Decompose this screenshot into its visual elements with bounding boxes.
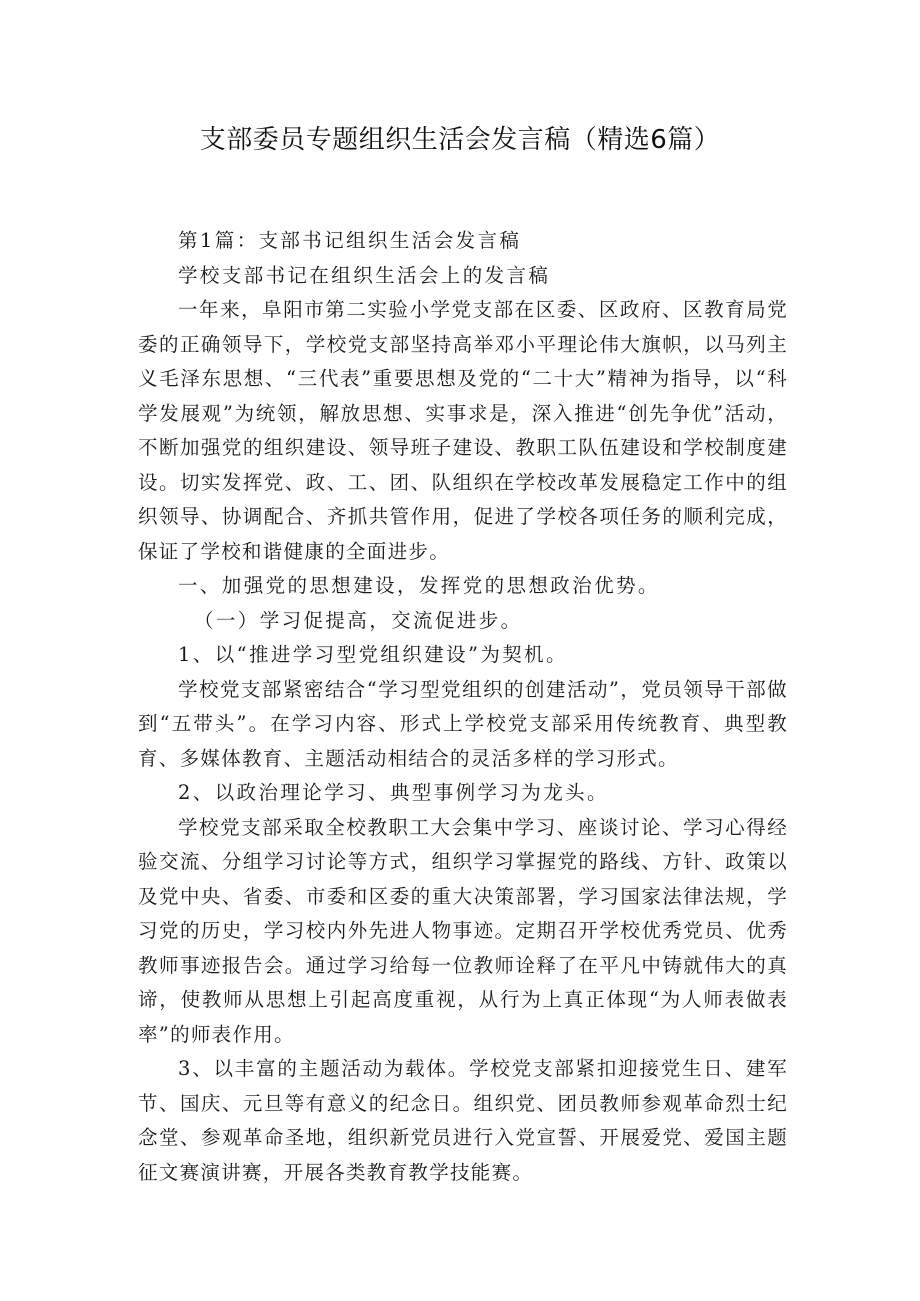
document-body — [138, 224, 788, 1190]
document-title: 支部委员专题组织生活会发言稿（精选6篇） — [199, 125, 721, 155]
item-paragraph-3: 3、以丰富的主题活动为载体。学校党支部紧扣迎接党生日、建军节、国庆、元旦等有意义的纪念日。组织党、团员教师参观革命烈士纪念堂、参观革命圣地，组织新党员进行入党宣誓、开展爱党、爱国主题征文赛演讲赛，开展各类教育教学技能赛。 — [138, 1057, 788, 1184]
item-paragraph-2: 学校党支部采取全校教职工大会集中学习、座谈讨论、学习心得经验交流、分组学习讨论等方式，组织学习掌握党的路线、方针、政策以及党中央、省委、市委和区委的重大决策部署，学习国家法律法规，学习党的历史，学习校内外先进人物事迹。定期召开学校优秀党员、优秀教师事迹报告会。通过学习给每一位教师诠释了在平凡中铸就伟大的真谛，使教师从思想上引起高度重视，从行为上真正体现“为人师表做表率”的师表作用。 — [138, 815, 788, 1046]
speech-title: 学校支部书记在组织生活会上的发言稿 — [178, 263, 551, 287]
subsection-heading-1: （一）学习促提高，交流促进步。 — [194, 608, 523, 632]
item-paragraph-1: 学校党支部紧密结合“学习型党组织的创建活动”，党员领导干部做到“五带头”。在学习内容、形式上学校党支部采用传统教育、典型教育、多媒体教育、主题活动相结合的灵活多样的学习形式。 — [138, 677, 788, 770]
intro-paragraph: 一年来，阜阳市第二实验小学党支部在区委、区政府、区教育局党委的正确领导下，学校党支部坚持高举邓小平理论伟大旗帜，以马列主义毛泽东思想、“三代表”重要思想及党的“二十大”精神为指导，以“科学发展观”为统领，解放思想、实事求是，深入推进“创先争优”活动，不断加强党的组织建设、领导班子建设、教职工队伍建设和学校制度建设。切实发挥党、政、工、团、队组织在学校改革发展稳定工作中的组织领导、协调配合、齐抓共管作用，促进了学校各项任务的顺利完成，保证了学校和谐健康的全面进步。 — [138, 298, 788, 563]
section-heading-1: 一、加强党的思想建设，发挥党的思想政治优势。 — [178, 574, 660, 597]
item-heading-2: 2、以政治理论学习、典型事例学习为龙头。 — [178, 781, 609, 804]
chapter-heading: 第1篇：支部书记组织生活会发言稿 — [178, 229, 522, 252]
item-heading-1: 1、以“推进学习型党组织建设”为契机。 — [178, 643, 568, 666]
